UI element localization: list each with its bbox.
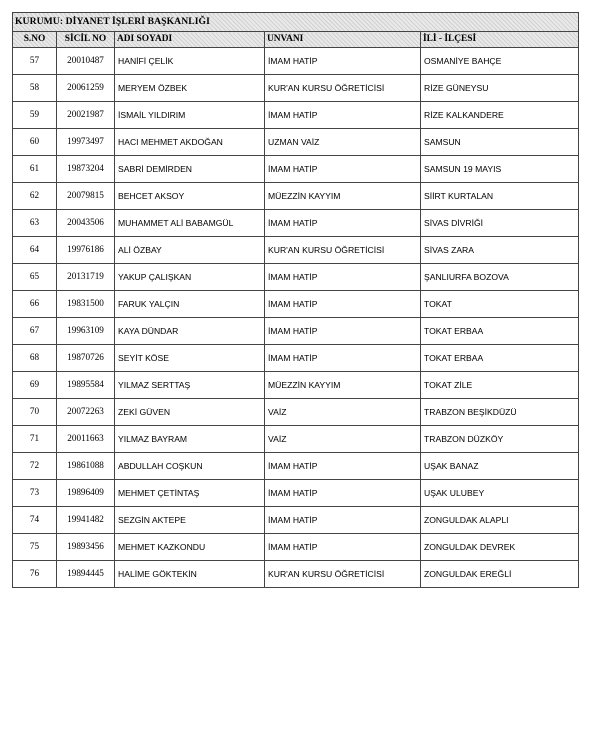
table-row <box>13 264 579 291</box>
cell-ili-ilcesi: RİZE GÜNEYSU <box>421 75 579 102</box>
column-header-sicil-no: SİCİL NO <box>57 32 115 48</box>
cell-adi-soyadi: MEHMET ÇETİNTAŞ <box>115 480 265 507</box>
cell-ili-ilcesi: ZONGULDAK DEVREK <box>421 534 579 561</box>
cell-sno: 68 <box>13 345 57 372</box>
institution-title: KURUMU: DİYANET İŞLERİ BAŞKANLIĞI <box>13 13 579 32</box>
cell-adi-soyadi: YILMAZ SERTTAŞ <box>115 372 265 399</box>
column-header-sno: S.NO <box>13 32 57 48</box>
cell-unvani: VAİZ <box>265 426 421 453</box>
cell-sicil-no: 19973497 <box>57 129 115 156</box>
cell-adi-soyadi: SEYİT KÖSE <box>115 345 265 372</box>
cell-unvani: MÜEZZİN KAYYIM <box>265 183 421 210</box>
cell-adi-soyadi: İSMAİL YILDIRIM <box>115 102 265 129</box>
cell-sicil-no: 19873204 <box>57 156 115 183</box>
cell-ili-ilcesi: UŞAK BANAZ <box>421 453 579 480</box>
cell-sno: 63 <box>13 210 57 237</box>
cell-adi-soyadi: ABDULLAH COŞKUN <box>115 453 265 480</box>
cell-ili-ilcesi: UŞAK ULUBEY <box>421 480 579 507</box>
cell-adi-soyadi: FARUK YALÇIN <box>115 291 265 318</box>
cell-ili-ilcesi: OSMANİYE BAHÇE <box>421 48 579 75</box>
cell-ili-ilcesi: ZONGULDAK EREĞLİ <box>421 561 579 588</box>
cell-sicil-no: 19894445 <box>57 561 115 588</box>
cell-ili-ilcesi: ŞANLIURFA BOZOVA <box>421 264 579 291</box>
cell-adi-soyadi: HACI MEHMET AKDOĞAN <box>115 129 265 156</box>
column-header-ili-ilcesi: İLİ - İLÇESİ <box>421 32 579 48</box>
cell-unvani: KUR'AN KURSU ÖĞRETİCİSİ <box>265 561 421 588</box>
cell-adi-soyadi: MEHMET KAZKONDU <box>115 534 265 561</box>
cell-unvani: UZMAN VAİZ <box>265 129 421 156</box>
table-row <box>13 507 579 534</box>
cell-ili-ilcesi: ZONGULDAK ALAPLI <box>421 507 579 534</box>
table-body <box>13 48 579 588</box>
table-row <box>13 399 579 426</box>
table-row <box>13 183 579 210</box>
cell-unvani: İMAM HATİP <box>265 264 421 291</box>
cell-sno: 76 <box>13 561 57 588</box>
cell-sno: 58 <box>13 75 57 102</box>
cell-sno: 74 <box>13 507 57 534</box>
cell-adi-soyadi: SABRİ DEMİRDEN <box>115 156 265 183</box>
cell-ili-ilcesi: TOKAT ERBAA <box>421 345 579 372</box>
cell-ili-ilcesi: RİZE KALKANDERE <box>421 102 579 129</box>
cell-adi-soyadi: MUHAMMET ALİ BABAMGÜL <box>115 210 265 237</box>
cell-unvani: İMAM HATİP <box>265 480 421 507</box>
table-row <box>13 318 579 345</box>
cell-unvani: İMAM HATİP <box>265 156 421 183</box>
cell-ili-ilcesi: TRABZON BEŞİKDÜZÜ <box>421 399 579 426</box>
table-row <box>13 453 579 480</box>
table-row <box>13 210 579 237</box>
cell-sicil-no: 20011663 <box>57 426 115 453</box>
cell-ili-ilcesi: SİVAS DİVRİĞİ <box>421 210 579 237</box>
cell-ili-ilcesi: TOKAT ERBAA <box>421 318 579 345</box>
cell-unvani: İMAM HATİP <box>265 345 421 372</box>
cell-sicil-no: 19861088 <box>57 453 115 480</box>
cell-sno: 64 <box>13 237 57 264</box>
cell-sno: 61 <box>13 156 57 183</box>
cell-ili-ilcesi: SAMSUN 19 MAYIS <box>421 156 579 183</box>
cell-sicil-no: 20021987 <box>57 102 115 129</box>
table-row <box>13 345 579 372</box>
cell-ili-ilcesi: SİİRT KURTALAN <box>421 183 579 210</box>
cell-adi-soyadi: ZEKİ GÜVEN <box>115 399 265 426</box>
cell-sicil-no: 20043506 <box>57 210 115 237</box>
cell-sicil-no: 19870726 <box>57 345 115 372</box>
cell-sicil-no: 20061259 <box>57 75 115 102</box>
cell-adi-soyadi: YAKUP ÇALIŞKAN <box>115 264 265 291</box>
cell-sicil-no: 19941482 <box>57 507 115 534</box>
document-page <box>12 12 578 588</box>
cell-sicil-no: 19963109 <box>57 318 115 345</box>
table-row <box>13 291 579 318</box>
cell-ili-ilcesi: SAMSUN <box>421 129 579 156</box>
cell-unvani: İMAM HATİP <box>265 507 421 534</box>
cell-adi-soyadi: ALİ ÖZBAY <box>115 237 265 264</box>
cell-adi-soyadi: KAYA DÜNDAR <box>115 318 265 345</box>
cell-unvani: İMAM HATİP <box>265 318 421 345</box>
table-row <box>13 534 579 561</box>
cell-sno: 57 <box>13 48 57 75</box>
cell-sno: 73 <box>13 480 57 507</box>
cell-sicil-no: 20131719 <box>57 264 115 291</box>
column-header-unvani: UNVANI <box>265 32 421 48</box>
cell-sno: 72 <box>13 453 57 480</box>
table-row <box>13 129 579 156</box>
cell-sno: 60 <box>13 129 57 156</box>
cell-unvani: İMAM HATİP <box>265 534 421 561</box>
table-row <box>13 426 579 453</box>
cell-sno: 75 <box>13 534 57 561</box>
cell-unvani: KUR'AN KURSU ÖĞRETİCİSİ <box>265 237 421 264</box>
cell-unvani: MÜEZZİN KAYYIM <box>265 372 421 399</box>
table-row <box>13 480 579 507</box>
cell-sno: 59 <box>13 102 57 129</box>
cell-unvani: İMAM HATİP <box>265 453 421 480</box>
cell-unvani: VAİZ <box>265 399 421 426</box>
cell-ili-ilcesi: TRABZON DÜZKÖY <box>421 426 579 453</box>
table-row <box>13 237 579 264</box>
table-row <box>13 156 579 183</box>
cell-ili-ilcesi: TOKAT ZİLE <box>421 372 579 399</box>
column-header-adi-soyadi: ADI SOYADI <box>115 32 265 48</box>
cell-unvani: İMAM HATİP <box>265 291 421 318</box>
cell-sno: 65 <box>13 264 57 291</box>
cell-sicil-no: 19896409 <box>57 480 115 507</box>
table-row <box>13 372 579 399</box>
cell-adi-soyadi: SEZGİN AKTEPE <box>115 507 265 534</box>
cell-sno: 67 <box>13 318 57 345</box>
cell-unvani: İMAM HATİP <box>265 48 421 75</box>
cell-adi-soyadi: HANİFİ ÇELİK <box>115 48 265 75</box>
cell-sno: 71 <box>13 426 57 453</box>
table-row <box>13 561 579 588</box>
cell-sicil-no: 19831500 <box>57 291 115 318</box>
cell-adi-soyadi: YILMAZ BAYRAM <box>115 426 265 453</box>
cell-sicil-no: 20079815 <box>57 183 115 210</box>
cell-sicil-no: 19893456 <box>57 534 115 561</box>
cell-adi-soyadi: MERYEM ÖZBEK <box>115 75 265 102</box>
table-row <box>13 75 579 102</box>
cell-sicil-no: 19895584 <box>57 372 115 399</box>
cell-sicil-no: 19976186 <box>57 237 115 264</box>
cell-sicil-no: 20072263 <box>57 399 115 426</box>
cell-sno: 70 <box>13 399 57 426</box>
cell-ili-ilcesi: TOKAT <box>421 291 579 318</box>
cell-ili-ilcesi: SİVAS ZARA <box>421 237 579 264</box>
cell-sicil-no: 20010487 <box>57 48 115 75</box>
cell-sno: 62 <box>13 183 57 210</box>
table-row <box>13 48 579 75</box>
personnel-table <box>12 12 579 588</box>
cell-sno: 69 <box>13 372 57 399</box>
cell-sno: 66 <box>13 291 57 318</box>
table-row <box>13 102 579 129</box>
cell-adi-soyadi: HALİME GÖKTEKİN <box>115 561 265 588</box>
cell-unvani: KUR'AN KURSU ÖĞRETİCİSİ <box>265 75 421 102</box>
cell-unvani: İMAM HATİP <box>265 210 421 237</box>
cell-unvani: İMAM HATİP <box>265 102 421 129</box>
cell-adi-soyadi: BEHCET AKSOY <box>115 183 265 210</box>
